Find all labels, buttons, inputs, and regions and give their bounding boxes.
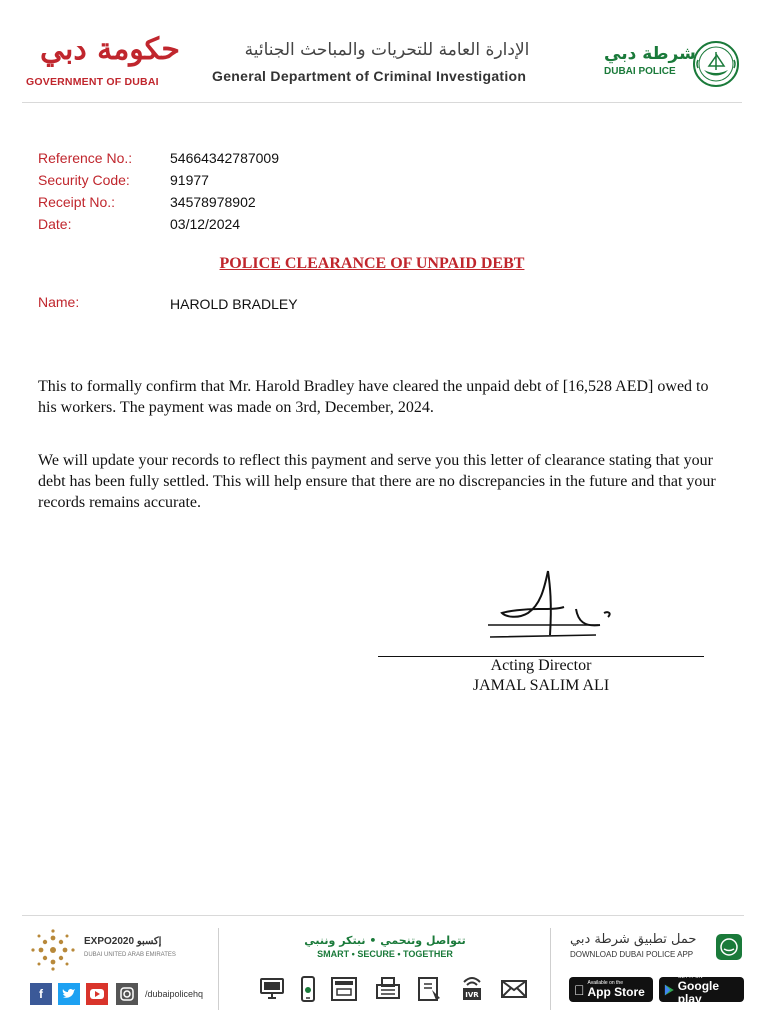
dubai-police-label: DUBAI POLICE [604,66,676,77]
social-handle: /dubaipolicehq [145,989,204,999]
footer-separator-right [550,928,551,1010]
smartphone-icon[interactable] [294,976,322,1002]
receipt-number-value: 34578978902 [170,194,256,210]
security-code-value: 91977 [170,172,209,188]
dubai-police-app-icon [716,934,742,960]
download-app-label: DOWNLOAD DUBAI POLICE APP [570,950,694,959]
government-of-dubai-arabic-logo: حكومة دبي [40,32,180,67]
kiosk-icon[interactable] [330,976,358,1002]
instagram-icon[interactable] [116,983,138,1005]
google-play-small-label: GET IT ON [677,973,703,980]
name-label: Name: [38,294,80,310]
expo-subtitle: DUBAI UNITED ARAB EMIRATES [84,952,176,958]
dubai-police-emblem-icon [692,40,740,88]
fax-icon[interactable] [374,976,402,1002]
app-store-button[interactable] [569,977,653,1002]
tagline-arabic: تتواصل وتنحمي • نبتكر وننبي [304,934,466,947]
expo-2020-label: EXPO2020 إكسبو [84,936,162,947]
ivr-icon[interactable] [458,976,486,1002]
security-code-label: Security Code: [38,172,130,188]
google-play-icon [664,983,675,997]
tablet-icon[interactable] [416,976,444,1002]
computer-icon[interactable] [258,976,286,1002]
apple-icon [574,982,585,998]
signatory-role: Acting Director [490,657,592,674]
date-label: Date: [38,216,72,232]
app-store-small-label: Available on the [577,980,613,986]
date-value: 03/12/2024 [170,216,241,232]
expo-2020-logo-icon [28,928,78,972]
facebook-icon[interactable]: f [30,983,52,1005]
department-arabic-title: الإدارة العامة للتحريات والمباحث الجنائية [244,40,530,60]
reference-number-label: Reference No.: [38,150,133,166]
footer-divider [22,915,744,916]
dubai-police-arabic-label: شرطة دبي [604,44,696,64]
google-play-label: Google play [677,978,720,1006]
tagline-english: SMART • SECURE • TOGETHER [317,949,453,959]
google-play-button[interactable] [659,973,744,1006]
youtube-icon[interactable] [86,983,108,1005]
header-divider [22,102,742,103]
signatory-name: JAMAL SALIM ALI [472,677,610,694]
confirmation-paragraph: This to formally confirm that Mr. Harold Bradley have cleared the unpaid debt of [16,528 AED] owed to his workers. The payment was made on 3rd, December, 2024. [38,378,709,416]
app-store-label: App Store [577,985,635,999]
government-of-dubai-label: GOVERNMENT OF DUBAI [26,76,159,88]
svg-text:IVR: IVR [465,991,479,999]
document-title: POLICE CLEARANCE OF UNPAID DEBT [219,255,525,272]
email-icon[interactable] [500,976,528,1002]
department-english-title: General Department of Criminal Investigation [212,68,527,84]
twitter-icon[interactable] [58,983,80,1005]
records-update-paragraph: We will update your records to reflect this payment and serve you this letter of clearance stating that your debt has been fully settled. This will help ensure that there are no discrepancies in the future and that your records remains accurate. [38,452,716,511]
director-signature [478,565,628,645]
reference-number-value: 54664342787009 [170,150,280,166]
name-value: HAROLD BRADLEY [170,296,298,312]
footer-separator-left [218,928,219,1010]
download-app-arabic: حمل تطبيق شرطة دبي [570,932,697,947]
receipt-number-label: Receipt No.: [38,194,116,210]
